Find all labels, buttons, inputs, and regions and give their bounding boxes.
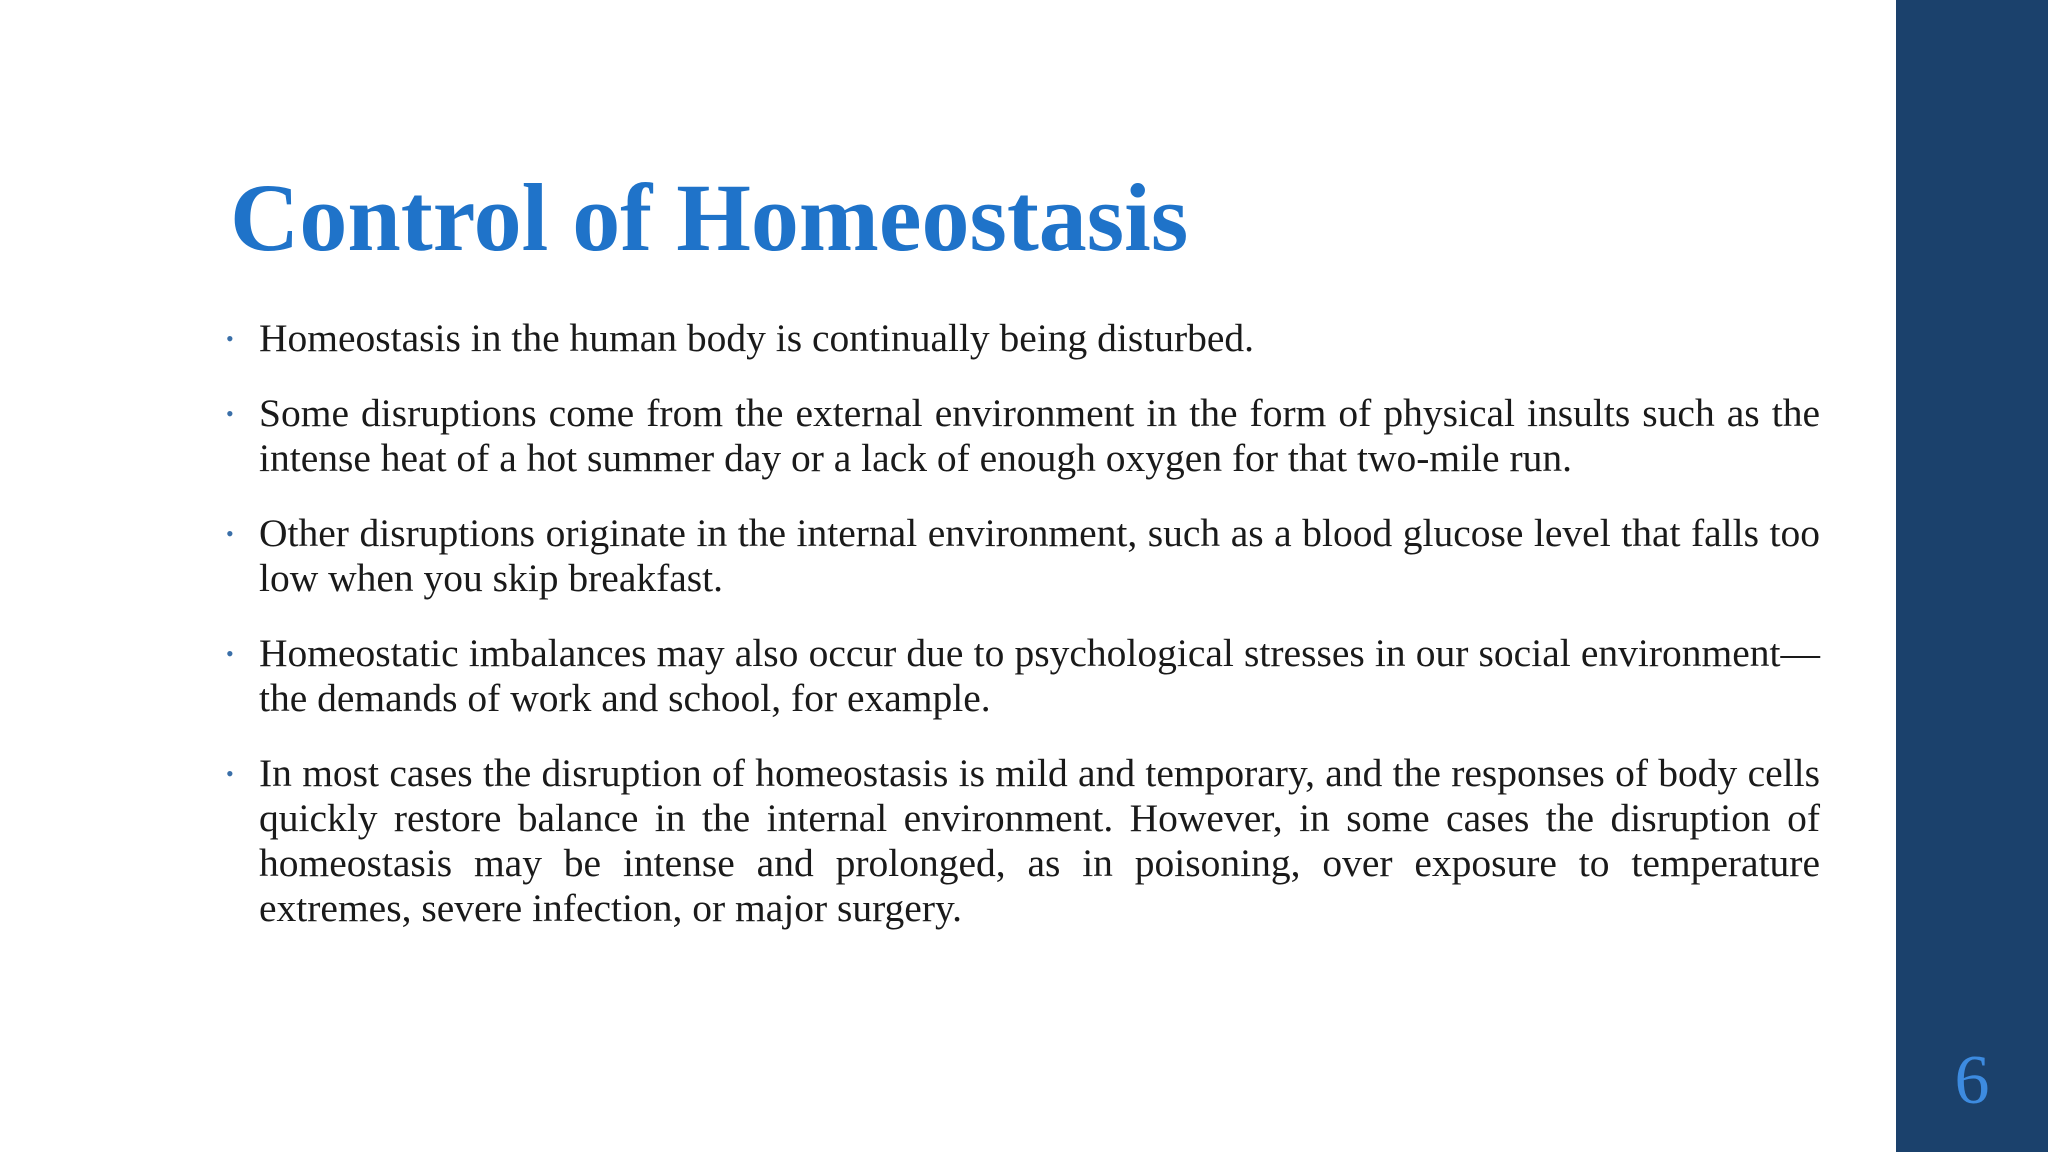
- bullet-list: [226, 316, 1820, 961]
- bullet-item: [226, 511, 1820, 601]
- bullet-point-icon: •: [226, 401, 234, 426]
- bullet-item: [226, 751, 1820, 931]
- bullet-point-icon: •: [226, 641, 234, 666]
- bullet-item: [226, 631, 1820, 721]
- slide-number: 6: [1954, 1042, 1990, 1119]
- bullet-item: [226, 391, 1820, 481]
- bullet-text: In most cases the disruption of homeostasis is mild and temporary, and the responses of body cells quickly restore balance in the internal environment. However, in some cases the disruption of homeostasis may be intense and prolonged, as in poisoning, over exposure to temperature extremes, severe infection, or major surgery.: [259, 751, 1820, 930]
- bullet-point-icon: •: [226, 326, 234, 351]
- bullet-text: Some disruptions come from the external environment in the form of physical insults such as the intense heat of a hot summer day or a lack of enough oxygen for that two-mile run.: [259, 391, 1820, 480]
- bullet-point-icon: •: [226, 521, 234, 546]
- bullet-item: [226, 316, 1820, 361]
- bullet-text: Other disruptions originate in the internal environment, such as a blood glucose level that falls too low when you skip breakfast.: [259, 511, 1820, 600]
- slide-title: Control of Homeostasis: [230, 164, 1189, 271]
- bullet-point-icon: •: [226, 761, 234, 786]
- bullet-text: Homeostasis in the human body is continually being disturbed.: [259, 316, 1255, 360]
- bullet-text: Homeostatic imbalances may also occur due to psychological stresses in our social environment—the demands of work and school, for example.: [259, 631, 1820, 720]
- side-accent-bar: [1896, 0, 2048, 1152]
